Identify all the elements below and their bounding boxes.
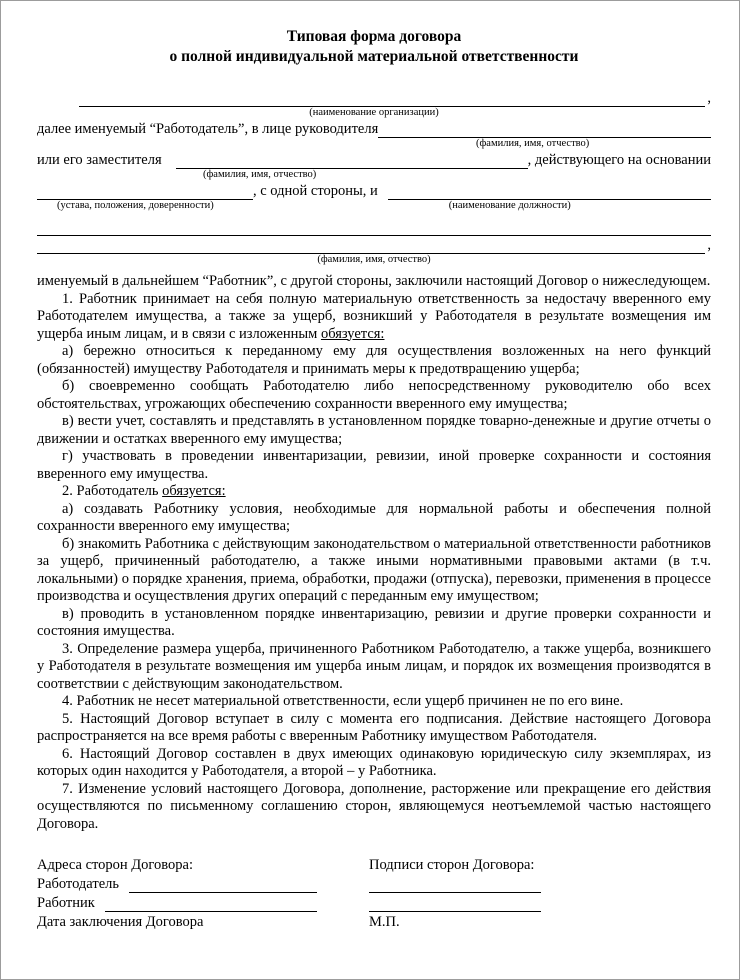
addresses-column xyxy=(37,855,317,931)
stamp-label: М.П. xyxy=(369,914,400,930)
signatures-column xyxy=(369,855,711,931)
worker-fio-caption: (фамилия, имя, отчество) xyxy=(317,254,431,265)
worker-signature-row xyxy=(369,893,711,912)
document-title xyxy=(37,27,711,67)
worker-fio-line1-blank xyxy=(37,221,711,236)
org-caption-row xyxy=(37,107,711,120)
worker-signature-blank xyxy=(369,897,541,912)
document-title-line2: о полной индивидуальной материальной ответственности xyxy=(169,48,579,65)
comma-text: , xyxy=(707,90,711,106)
contract-body xyxy=(37,273,711,833)
addresses-title-row xyxy=(37,855,317,874)
leader-fio-caption-row xyxy=(37,138,711,151)
basis-row xyxy=(37,182,711,200)
employer-leader-row xyxy=(37,120,711,138)
deputy-post-text: , действующего на основании xyxy=(527,152,711,168)
employer-address-row xyxy=(37,874,317,893)
basis-caption: (устава, положения, доверенности) xyxy=(57,200,214,211)
contract-paragraph: а) бережно относиться к переданному ему для осуществления возложенных на него функций (обязанностей) имуществу Работодателя и принимать меры к предотвращению ущерба; xyxy=(37,343,711,377)
org-name-caption: (наименование организации) xyxy=(309,107,439,118)
leader-fio-caption: (фамилия, имя, отчество) xyxy=(476,138,590,149)
deputy-pre-text: или его заместителя xyxy=(37,152,162,168)
contract-paragraph: 3. Определение размера ущерба, причиненного Работником Работодателю, а также ущерба, возникшего у Работодателя в результате возмещения им ущерба иным лицам, и порядок их возмещения производятся в соответствии с действующим законодательством. xyxy=(37,640,711,692)
employer-signature-row xyxy=(369,874,711,893)
employer-address-blank xyxy=(129,878,317,893)
contract-paragraph: 5. Настоящий Договор вступает в силу с момента его подписания. Действие настоящего Договора распространяется на все время работы с вверенным Работнику имуществом Работодателя. xyxy=(37,710,711,744)
addresses-title: Адреса сторон Договора: xyxy=(37,857,193,873)
position-caption: (наименование должности) xyxy=(448,200,571,211)
signatures-title: Подписи сторон Договора: xyxy=(369,857,535,873)
contract-footer xyxy=(37,855,711,931)
worker-fio-line2-blank xyxy=(37,239,705,254)
contract-header-form xyxy=(37,89,711,267)
worker-fio-row-2 xyxy=(37,236,711,254)
contract-paragraph: б) знакомить Работника с действующим законодательством о материальной ответственности работников за ущерб, причиненный работодателю, а также иными нормативными правовыми актами (в т.ч. локальными) о порядке хранения, приема, обработки, продажи (отпуска), перевозки, применения в процессе производства и осуществления других операций с переданным ему имуществом; xyxy=(37,535,711,604)
one-side-text: , с одной стороны, и xyxy=(253,183,378,199)
contract-paragraph: в) проводить в установленном порядке инвентаризацию, ревизии и другие проверки сохранности и состояния имущества. xyxy=(37,605,711,639)
deputy-row xyxy=(37,151,711,169)
deputy-fio-caption: (фамилия, имя, отчество) xyxy=(203,169,317,180)
employer-leader-text: далее именуемый “Работодатель”, в лице руководителя xyxy=(37,121,379,137)
signatures-title-row xyxy=(369,855,711,874)
leader-fio-blank xyxy=(378,123,711,138)
contract-date-row xyxy=(37,912,317,931)
contract-date-label: Дата заключения Договора xyxy=(37,914,204,930)
contract-paragraph: 4. Работник не несет материальной ответственности, если ущерб причинен не по его вине. xyxy=(62,693,624,709)
contract-paragraph: 2. Работодатель обязуется: xyxy=(62,483,226,499)
worker-fio-caption-row xyxy=(37,254,711,267)
worker-address-blank xyxy=(105,897,317,912)
contract-paragraph: 6. Настоящий Договор составлен в двух имеющих одинаковую юридическую силу экземплярах, из которых один находится у Работодателя, а второй – у Работника. xyxy=(37,745,711,779)
document-title-line1: Типовая форма договора xyxy=(286,28,462,45)
contract-paragraph: г) участвовать в проведении инвентаризации, ревизии, иной проверке сохранности и состояния вверенного ему имущества. xyxy=(37,448,711,482)
stamp-row xyxy=(369,912,711,931)
contract-paragraph: в) вести учет, составлять и представлять в установленном порядке товарно-денежные и другие отчеты о движении и остатках вверенного ему имущества; xyxy=(37,413,711,447)
deputy-fio-blank xyxy=(176,154,528,169)
basis-caption-row xyxy=(37,200,711,213)
position-blank xyxy=(388,185,711,200)
contract-paragraph: именуемый в дальнейшем “Работник”, с другой стороны, заключили настоящий Договор о нижеследующем. xyxy=(37,273,711,289)
contract-paragraph: 1. Работник принимает на себя полную материальную ответственность за недостачу вверенного ему Работодателем имущества, а также за ущерб, возникший у Работодателя в результате возмещения им ущерба иным лицам, и в связи с изложенным обязуется: xyxy=(37,290,711,342)
employer-signature-blank xyxy=(369,878,541,893)
contract-paragraph: а) создавать Работнику условия, необходимые для нормальной работы и обеспечения полной сохранности вверенного ему имущества; xyxy=(37,500,711,534)
contract-paragraph: б) своевременно сообщать Работодателю либо непосредственному руководителю обо всех обстоятельствах, угрожающих обеспечению сохранности вверенного ему имущества; xyxy=(37,378,711,412)
worker-address-row xyxy=(37,893,317,912)
worker-fio-row-1 xyxy=(37,218,711,236)
employer-label: Работодатель xyxy=(37,876,119,892)
worker-label: Работник xyxy=(37,895,95,911)
comma-text: , xyxy=(707,237,711,253)
basis-blank xyxy=(37,185,253,200)
org-name-row xyxy=(37,89,711,107)
deputy-fio-caption-row xyxy=(37,169,711,182)
org-name-blank xyxy=(79,92,705,107)
contract-paragraph: 7. Изменение условий настоящего Договора, дополнение, расторжение или прекращение его действия осуществляются по письменному соглашению сторон, являющемуся неотъемлемой частью настоящего Договора. xyxy=(37,780,711,832)
